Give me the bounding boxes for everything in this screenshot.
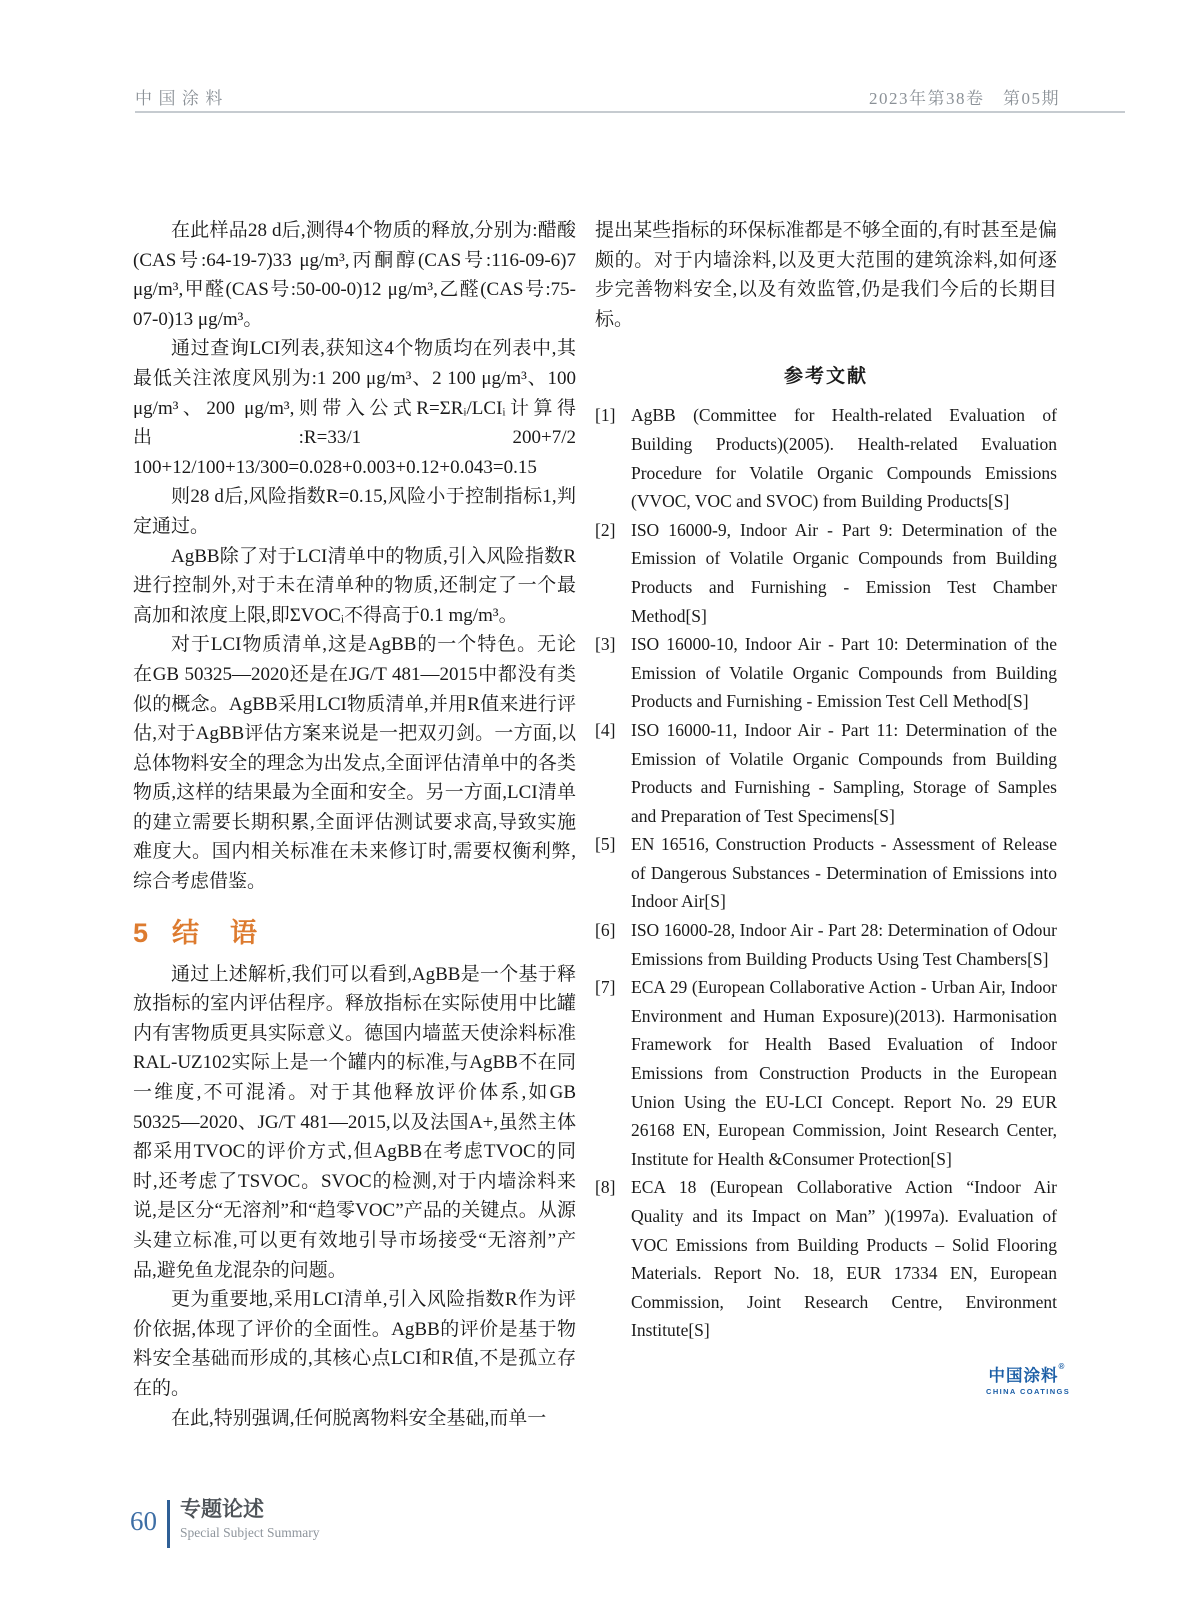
reference-text: ISO 16000-10, Indoor Air - Part 10: Determination of the Emission of Volatile Organic Compounds from Building Products and Furnishing - Emission Test Cell Method[S] [631,634,1057,712]
section-number: 5 [133,917,149,948]
reference-label: [1] [595,405,616,426]
logo-chinese-name: 中国涂料® [988,1362,1066,1385]
logo-english-name: CHINA COATINGS [986,1387,1071,1396]
journal-name: 中国涂料 [135,89,229,108]
column-section-label [180,1498,319,1541]
reference-text: ISO 16000-9, Indoor Air - Part 9: Determination of the Emission of Volatile Organic Compounds from Building Products and Furnishing - Emission Test Chamber Method[S] [631,519,1057,626]
body-paragraph: 通过上述解析,我们可以看到,AgBB是一个基于释放指标的室内评估程序。释放指标在实际使用中比罐内有害物质更具实际意义。德国内墙蓝天使涂料标准RAL-UZ102实际上是一个罐内的标准,与AgBB不在同一维度,不可混淆。对于其他释放评价体系,如GB 50325—2020、JG/T 481—2015,以及法国A+,虽然主体都采用TVOC的评价方式,但AgBB在考虑TVOC的同时,还考虑了TSVOC。SVOC的检测,对于内墙涂料来说,是区分“无溶剂”和“趋零VOC”产品的关键点。从源头建立标准,可以更有效地引导市场接受“无溶剂”产品,避免鱼龙混杂的问题。 [133,963,576,1281]
reference-label: [5] [595,834,616,855]
reference-item [595,516,1057,630]
volume-issue: 2023年第38卷 第05期 [869,89,1060,108]
column-title-chinese: 专题论述 [180,1498,264,1521]
header-divider [135,111,1125,113]
reference-item [595,830,1057,916]
page-number: 60 [130,1506,157,1536]
reference-label: [3] [595,634,616,655]
right-column [595,216,1057,1345]
reference-text: ECA 18 (European Collaborative Action “Indoor Air Quality and its Impact on Man” )(1997a). Evaluation of VOC Emissions from Building Products – Solid Flooring Materials. Report No. 18, EUR 17334 EN, European Commission, Joint Research Centre, Environment Institute[S] [631,1177,1057,1341]
references-heading: 参考文献 [783,366,868,388]
reference-item [595,973,1057,1173]
china-coatings-logo [986,1362,1071,1396]
registered-mark-icon: ® [1058,1362,1066,1371]
body-paragraph: 对于LCI物质清单,这是AgBB的一个特色。无论在GB 50325—2020还是在JG/T 481—2015中都没有类似的概念。AgBB采用LCI物质清单,并用R值来进行评估,对于AgBB评估方案来说是一把双刃剑。一方面,以总体物料安全的理念为出发点,全面评估清单中的各类物质,这样的结果最为全面和安全。另一方面,LCI清单的建立需要长期积累,全面评估测试要求高,导致实施难度大。国内相关标准在未来修订时,需要权衡利弊,综合考虑借鉴。 [133,634,576,893]
reference-label: [8] [595,1177,616,1198]
page-header [135,84,1060,109]
reference-text: EN 16516, Construction Products - Assessment of Release of Dangerous Substances - Determination of Emissions into Indoor Air[S] [631,834,1057,912]
continuation-paragraph: 提出某些指标的环保标准都是不够全面的,有时甚至是偏颇的。对于内墙涂料,以及更大范围的建筑涂料,如何逐步完善物料安全,以及有效监管,仍是我们今后的长期目标。 [595,220,1057,330]
section-heading-conclusion [133,911,576,950]
column-title-english: Special Subject Summary [180,1525,320,1541]
reference-item [595,1173,1057,1345]
reference-label: [6] [595,920,616,941]
reference-item [595,401,1057,515]
footer-divider-bar [167,1500,170,1548]
body-paragraph: AgBB除了对于LCI清单中的物质,引入风险指数R进行控制外,对于未在清单种的物质,还制定了一个最高加和浓度上限,即ΣVOCᵢ不得高于0.1 mg/m³。 [133,545,576,626]
reference-text: AgBB (Committee for Health-related Evaluation of Building Products)(2005). Health-related Evaluation Procedure for Volatile Organic Compounds Emissions (VVOC, VOC and SVOC) from Building Products[S] [631,405,1057,512]
reference-text: ISO 16000-11, Indoor Air - Part 11: Determination of the Emission of Volatile Organic Compounds from Building Products and Furnishing - Sampling, Storage of Samples and Preparation of Test Specimens[S] [631,719,1057,826]
reference-item [595,630,1057,716]
left-column [133,216,576,1433]
body-paragraph: 则28 d后,风险指数R=0.15,风险小于控制指标1,判定通过。 [133,486,576,537]
body-paragraph: 在此,特别强调,任何脱离物料安全基础,而单一 [171,1407,547,1429]
reference-label: [2] [595,519,616,540]
reference-text: ISO 16000-28, Indoor Air - Part 28: Determination of Odour Emissions from Building Products Using Test Chambers[S] [631,920,1057,969]
reference-label: [4] [595,719,616,740]
reference-item [595,716,1057,830]
reference-label: [7] [595,977,616,998]
reference-item [595,916,1057,973]
body-paragraph: 更为重要地,采用LCI清单,引入风险指数R作为评价依据,体现了评价的全面性。AgBB的评价是基于物料安全基础而形成的,其核心点LCI和R值,不是孤立存在的。 [133,1289,576,1399]
reference-text: ECA 29 (European Collaborative Action - Urban Air, Indoor Environment and Human Exposure)(2013). Harmonisation Framework for Health Based Evaluation of Indoor Emissions from Construction Products in the European Union Using the EU-LCI Concept. Report No. 29 EUR 26168 EN, European Commission, Joint Research Center, Institute for Health &Consumer Protection[S] [631,977,1057,1169]
page-footer [130,1498,319,1548]
body-paragraph: 在此样品28 d后,测得4个物质的释放,分别为:醋酸(CAS号:64-19-7)33 μg/m³,丙酮醇(CAS号:116-09-6)7 μg/m³,甲醛(CAS号:50-00-0)12 μg/m³,乙醛(CAS号:75-07-0)13 μg/m³。 [133,220,576,330]
body-paragraph: 通过查询LCI列表,获知这4个物质均在列表中,其最低关注浓度风别为:1 200 μg/m³、2 100 μg/m³、100 μg/m³、200 μg/m³,则带入公式R=ΣRᵢ/LCIᵢ计算得出:R=33/1 200+7/2 100+12/100+13/300=0.028+0.003+0.12+0.043=0.15 [133,338,576,478]
section-title: 结 语 [172,917,260,948]
